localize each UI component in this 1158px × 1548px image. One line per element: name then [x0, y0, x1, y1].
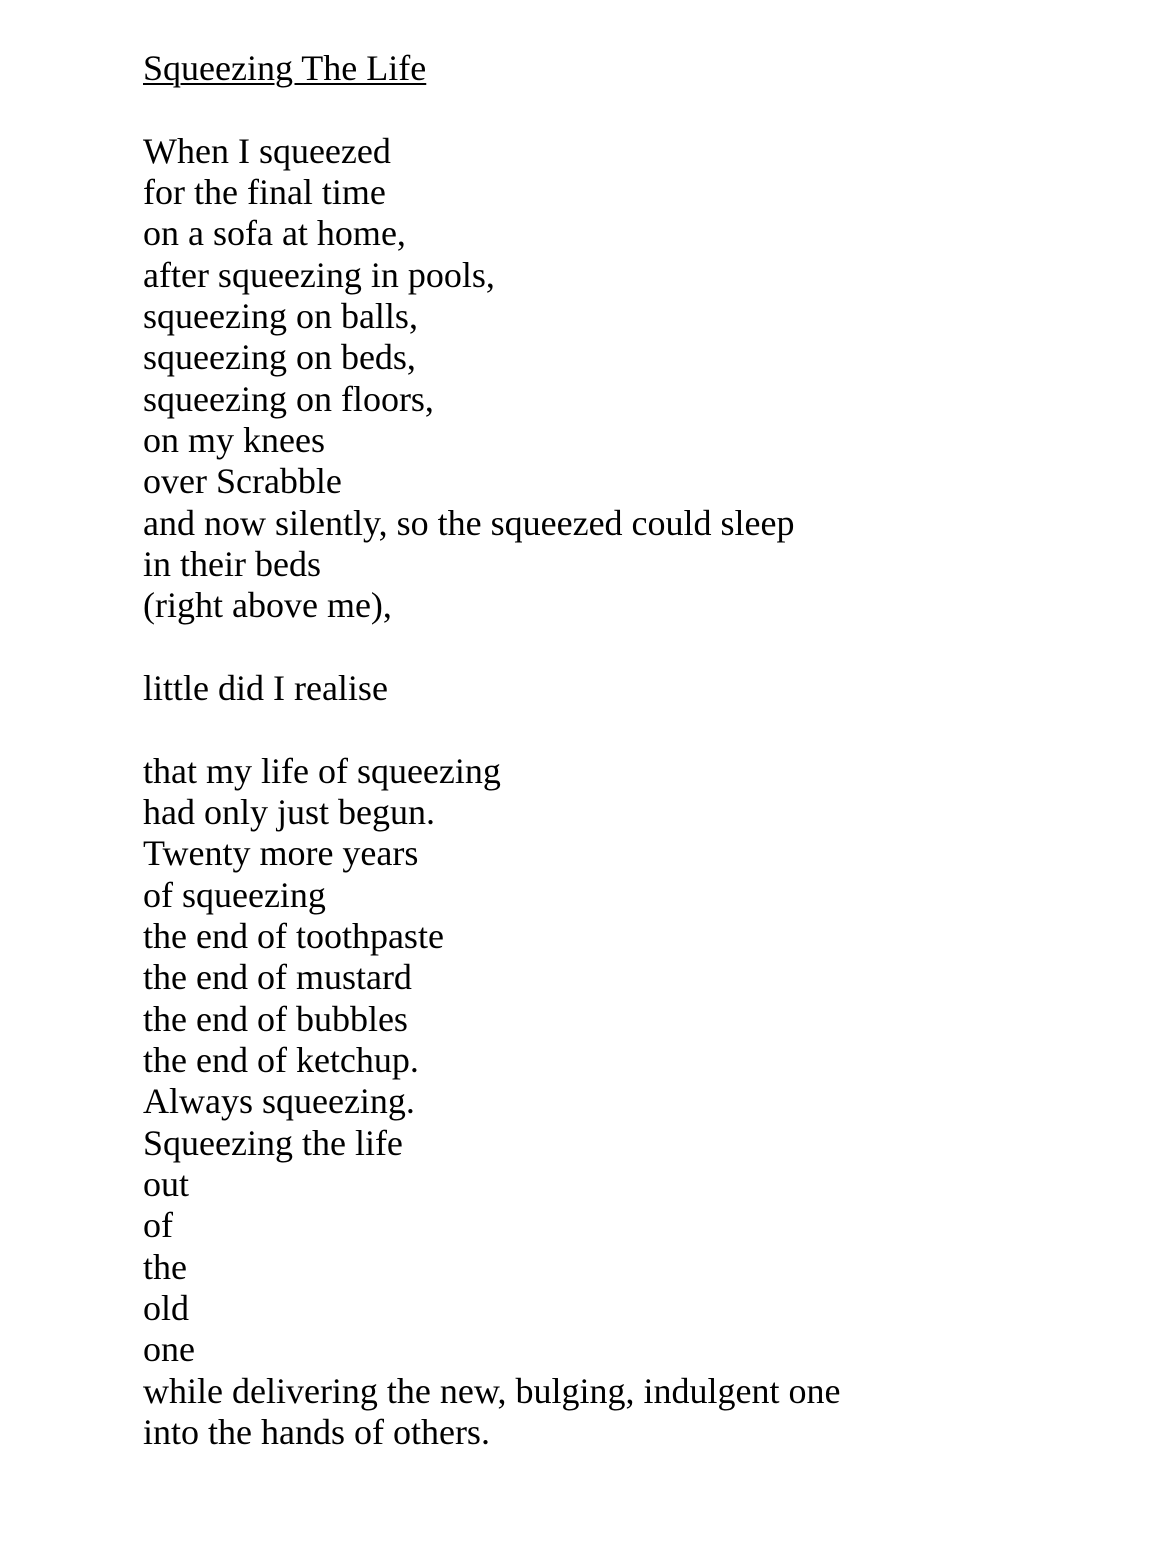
poem-stanza [143, 668, 1118, 709]
poem-line: into the hands of others. [143, 1411, 490, 1452]
poem-line: and now silently, so the squeezed could sleep [143, 502, 795, 543]
poem-line: (right above me), [143, 585, 392, 626]
poem-line: that my life of squeezing [143, 750, 501, 791]
poem-line: the end of bubbles [143, 998, 408, 1039]
poem-line: squeezing on floors, [143, 378, 434, 419]
poem-stanza [143, 131, 1118, 627]
poem-line: Squeezing the life [143, 1122, 403, 1163]
poem-line: had only just begun. [143, 791, 435, 832]
poem-line: for the final time [143, 171, 386, 212]
poem-line: after squeezing in pools, [143, 254, 495, 295]
poem-line: over Scrabble [143, 461, 342, 502]
poem-line: old [143, 1287, 190, 1328]
poem-line: in their beds [143, 543, 321, 584]
poem-line: on my knees [143, 419, 325, 460]
poem-body [143, 131, 1118, 1454]
poem-line: little did I realise [143, 667, 388, 708]
poem-line: of [143, 1205, 173, 1246]
poem-line: out [143, 1163, 190, 1204]
poem-line: Twenty more years [143, 833, 419, 874]
poem-stanza [143, 751, 1118, 1454]
poem-line: the end of toothpaste [143, 915, 444, 956]
poem-line: squeezing on balls, [143, 295, 418, 336]
poem-line: one [143, 1329, 195, 1370]
poem-line: squeezing on beds, [143, 337, 416, 378]
poem-line: of squeezing [143, 874, 326, 915]
poem-title: Squeezing The Life [143, 48, 427, 88]
poem-line: the end of mustard [143, 957, 412, 998]
poem-line: the [143, 1246, 187, 1287]
poem-line: When I squeezed [143, 130, 391, 171]
poem-line: the end of ketchup. [143, 1039, 419, 1080]
poem-line: on a sofa at home, [143, 213, 406, 254]
poem-line: Always squeezing. [143, 1081, 415, 1122]
poem-line: while delivering the new, bulging, indulgent one [143, 1370, 841, 1411]
